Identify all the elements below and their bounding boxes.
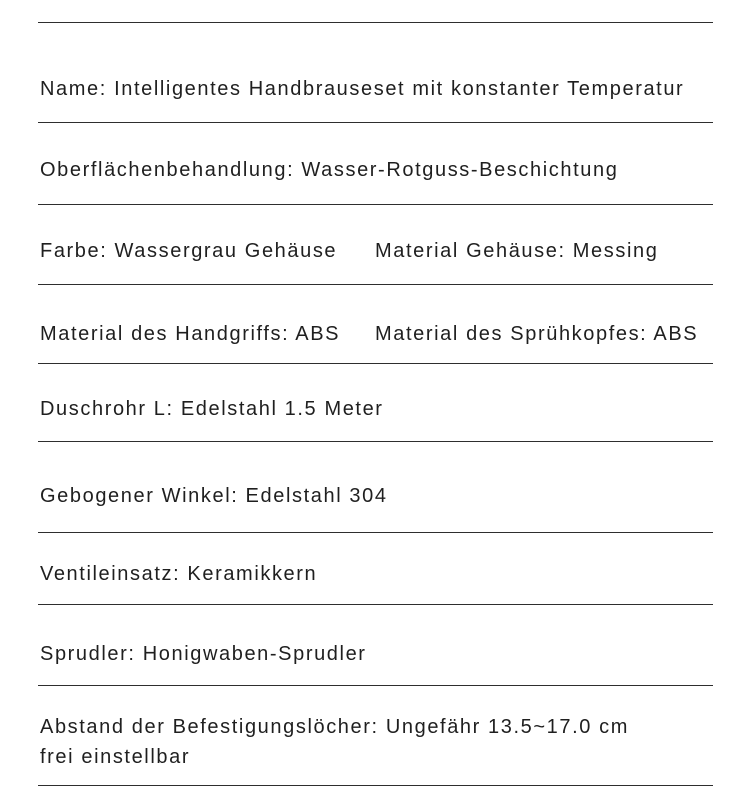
spec-text-color: Farbe: Wassergrau Gehäuse [40, 240, 338, 262]
spec-text-name: Name: Intelligentes Handbrauseset mit konstanter Temperatur [40, 78, 685, 100]
spec-row-valve-core [38, 533, 713, 605]
spec-text-valve-core: Ventileinsatz: Keramikkern [40, 563, 318, 585]
spec-text-handle-material: Material des Handgriffs: ABS [40, 323, 341, 345]
spec-row-color-and-housing-material [38, 205, 713, 285]
spec-text-shower-hose: Duschrohr L: Edelstahl 1.5 Meter [40, 398, 384, 420]
spec-row-bent-angle [38, 442, 713, 533]
spec-text-housing-material: Material Gehäuse: Messing [375, 240, 659, 262]
spec-text-sprayhead-material: Material des Sprühkopfes: ABS [375, 323, 699, 345]
spec-text-surface-treatment: Oberflächenbehandlung: Wasser-Rotguss-Beschichtung [40, 159, 619, 181]
spec-row-handle-and-sprayhead-material [38, 285, 713, 364]
spec-text-bent-angle: Gebogener Winkel: Edelstahl 304 [40, 485, 388, 507]
spec-text-mounting-hole-distance-line1: Abstand der Befestigungslöcher: Ungefähr 13.5~17.0 cm [40, 716, 630, 738]
spec-text-aerator: Sprudler: Honigwaben-Sprudler [40, 643, 367, 665]
spec-row-shower-hose [38, 364, 713, 442]
spec-row-name [38, 23, 713, 123]
spec-row-aerator [38, 605, 713, 686]
spec-text-mounting-hole-distance-line2: frei einstellbar [40, 746, 191, 768]
spec-text-mounting-hole-distance [40, 712, 629, 772]
spec-table [38, 22, 713, 786]
spec-row-surface-treatment [38, 123, 713, 205]
spec-row-mounting-hole-distance [38, 686, 713, 786]
